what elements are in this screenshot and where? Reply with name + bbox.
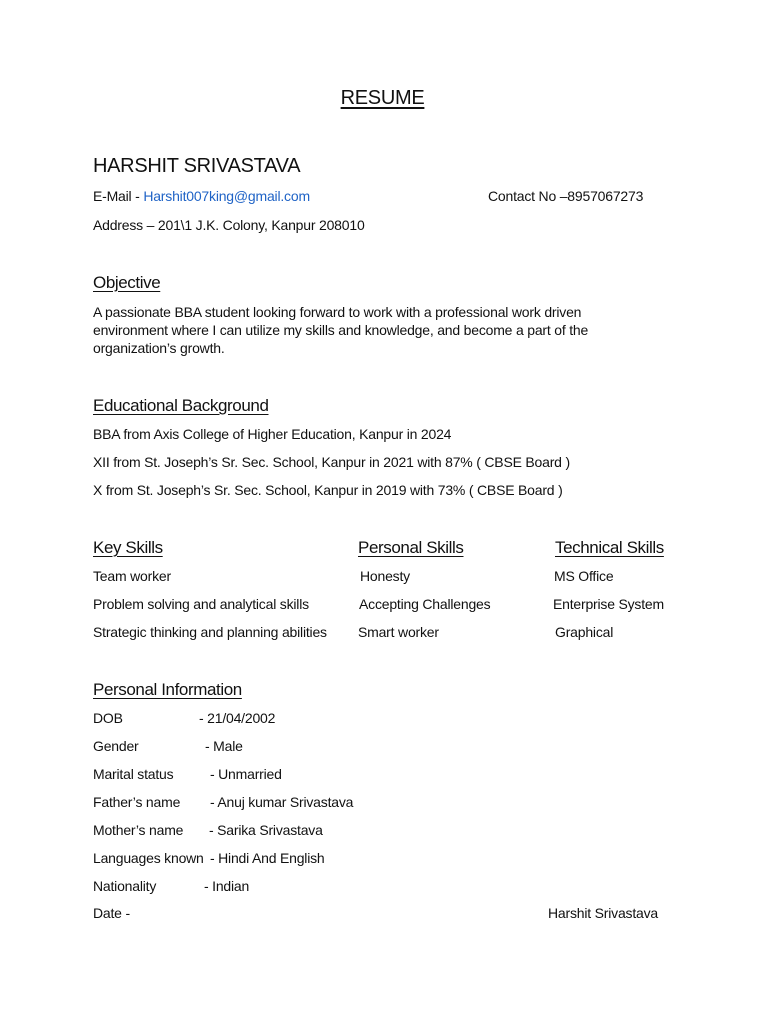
education-item: XII from St. Joseph’s Sr. Sec. School, Kanpur in 2021 with 87% ( CBSE Board ) [93,454,570,470]
gender-label: Gender [93,738,139,754]
email-link[interactable]: Harshit007king@gmail.com [143,188,310,204]
signature-name: Harshit Srivastava [548,905,658,921]
personal-skills-heading: Personal Skills [358,538,464,557]
contact-number: Contact No –8957067273 [488,188,644,204]
mother-name-value: - Sarika Srivastava [209,822,323,838]
education-heading: Educational Background [93,396,269,415]
technical-skill-item: Graphical [555,624,614,640]
personal-skill-item: Smart worker [358,624,439,640]
nationality-label: Nationality [93,878,157,894]
marital-status-value: - Unmarried [210,766,282,782]
education-item: X from St. Joseph’s Sr. Sec. School, Kanpur in 2019 with 73% ( CBSE Board ) [93,482,563,498]
candidate-name: HARSHIT SRIVASTAVA [93,155,301,177]
education-item: BBA from Axis College of Higher Education, Kanpur in 2024 [93,426,452,442]
key-skill-item: Problem solving and analytical skills [93,596,309,612]
objective-text: A passionate BBA student looking forward to work with a professional work driven environment where I can utilize my skills and knowledge, and become a part of the organization’s growth. [93,304,589,356]
languages-value: - Hindi And English [210,850,325,866]
address-line: Address – 201\1 J.K. Colony, Kanpur 208010 [93,217,365,233]
mother-name-label: Mother’s name [93,822,184,838]
marital-status-label: Marital status [93,766,174,782]
languages-label: Languages known [93,850,204,866]
objective-heading: Objective [93,273,161,292]
key-skills-heading: Key Skills [93,538,163,557]
key-skill-item: Team worker [93,568,171,584]
technical-skill-item: MS Office [554,568,614,584]
father-name-label: Father’s name [93,794,181,810]
email-label: E-Mail - [93,188,144,204]
document-title: RESUME [340,87,425,109]
key-skill-item: Strategic thinking and planning abilities [93,624,327,640]
technical-skills-heading: Technical Skills [555,538,664,557]
dob-label: DOB [93,710,123,726]
personal-skill-item: Accepting Challenges [359,596,491,612]
date-label: Date - [93,905,130,921]
email-line [93,189,310,203]
nationality-value: - Indian [204,878,250,894]
father-name-value: - Anuj kumar Srivastava [210,794,354,810]
technical-skill-item: Enterprise System [553,596,664,612]
personal-skill-item: Honesty [360,568,410,584]
personal-info-heading: Personal Information [93,680,242,699]
gender-value: - Male [205,738,243,754]
dob-value: - 21/04/2002 [199,710,276,726]
